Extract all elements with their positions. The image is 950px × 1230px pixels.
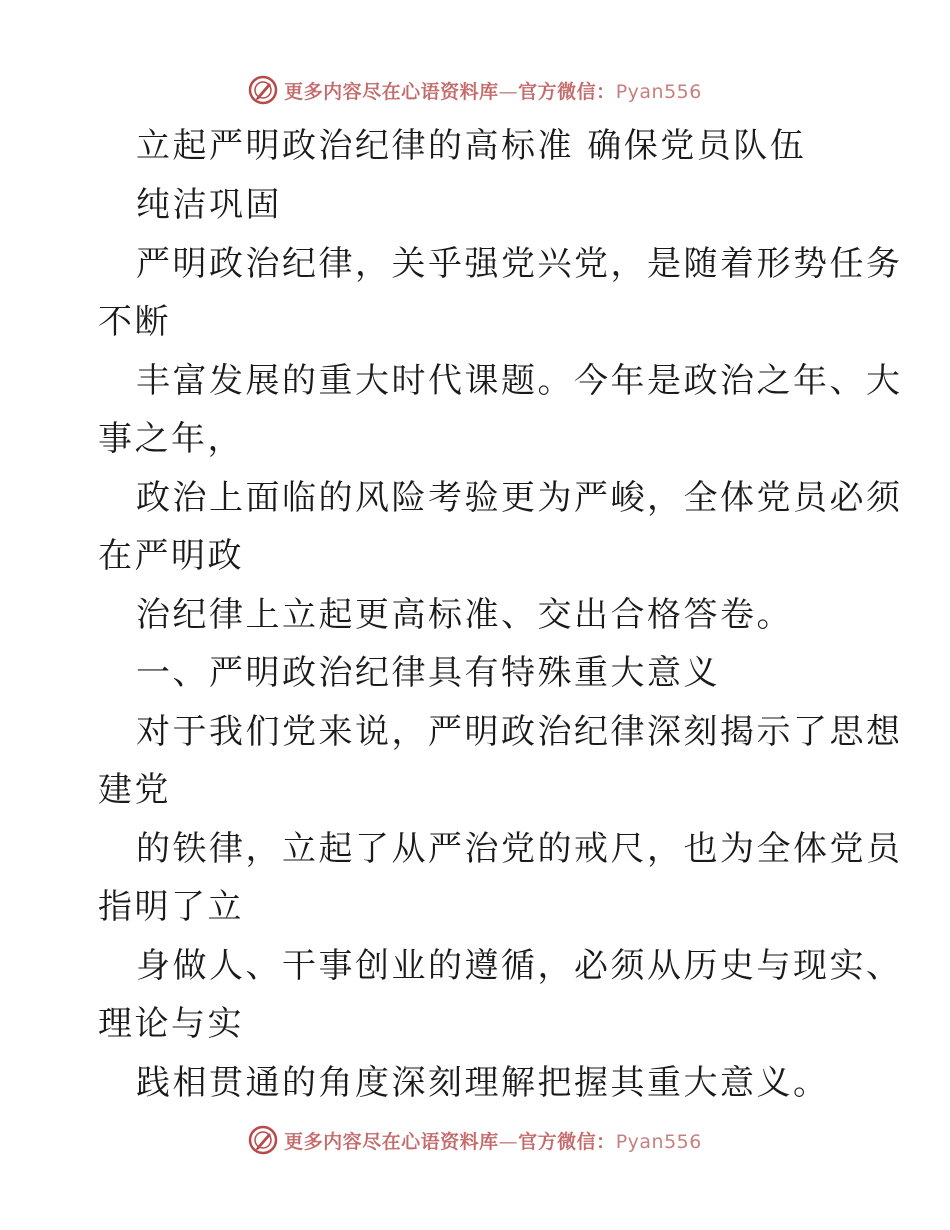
watermark-text: [284, 77, 702, 104]
watermark-account: Pyan556: [615, 80, 702, 103]
watermark-text: [284, 1127, 702, 1154]
watermark-main: 更多内容尽在心语资料库: [284, 1130, 499, 1153]
pen-logo-icon: [248, 1125, 278, 1155]
text-line: 事之年，: [98, 419, 244, 459]
section-heading: 一、严明政治纪律具有特殊重大意义: [136, 653, 720, 693]
text-line: 丰富发展的重大时代课题。今年是政治之年、大: [136, 361, 903, 401]
text-line: 对于我们党来说，严明政治纪律深刻揭示了思想: [136, 712, 903, 752]
text-line: 指明了立: [98, 887, 244, 927]
text-line: 不断: [98, 302, 171, 342]
text-line: 建党: [98, 770, 171, 810]
text-line: 身做人、干事创业的遵循，必须从历史与现实、: [136, 946, 903, 986]
pen-logo-icon: [248, 75, 278, 105]
watermark-dash: —: [498, 1130, 519, 1153]
text-line: 践相贯通的角度深刻理解把握其重大意义。: [136, 1063, 830, 1103]
watermark-label: 官方微信：: [518, 80, 616, 103]
watermark-label: 官方微信：: [518, 1130, 616, 1153]
text-line: 严明政治纪律，关乎强党兴党，是随着形势任务: [136, 244, 903, 284]
watermark-main: 更多内容尽在心语资料库: [284, 80, 499, 103]
text-line: 纯洁巩固: [136, 185, 282, 225]
text-line: 理论与实: [98, 1004, 244, 1044]
watermark-header: [0, 72, 950, 108]
text-line: 在严明政: [98, 536, 244, 576]
watermark-account: Pyan556: [615, 1130, 702, 1153]
watermark-dash: —: [498, 80, 519, 103]
text-line: 治纪律上立起更高标准、交出合格答卷。: [136, 595, 793, 635]
text-line: 立起严明政治纪律的高标准 确保党员队伍: [136, 126, 807, 166]
text-line: 政治上面临的风险考验更为严峻，全体党员必须: [136, 478, 903, 518]
watermark-footer: [0, 1122, 950, 1158]
text-line: 的铁律，立起了从严治党的戒尺，也为全体党员: [136, 829, 903, 869]
